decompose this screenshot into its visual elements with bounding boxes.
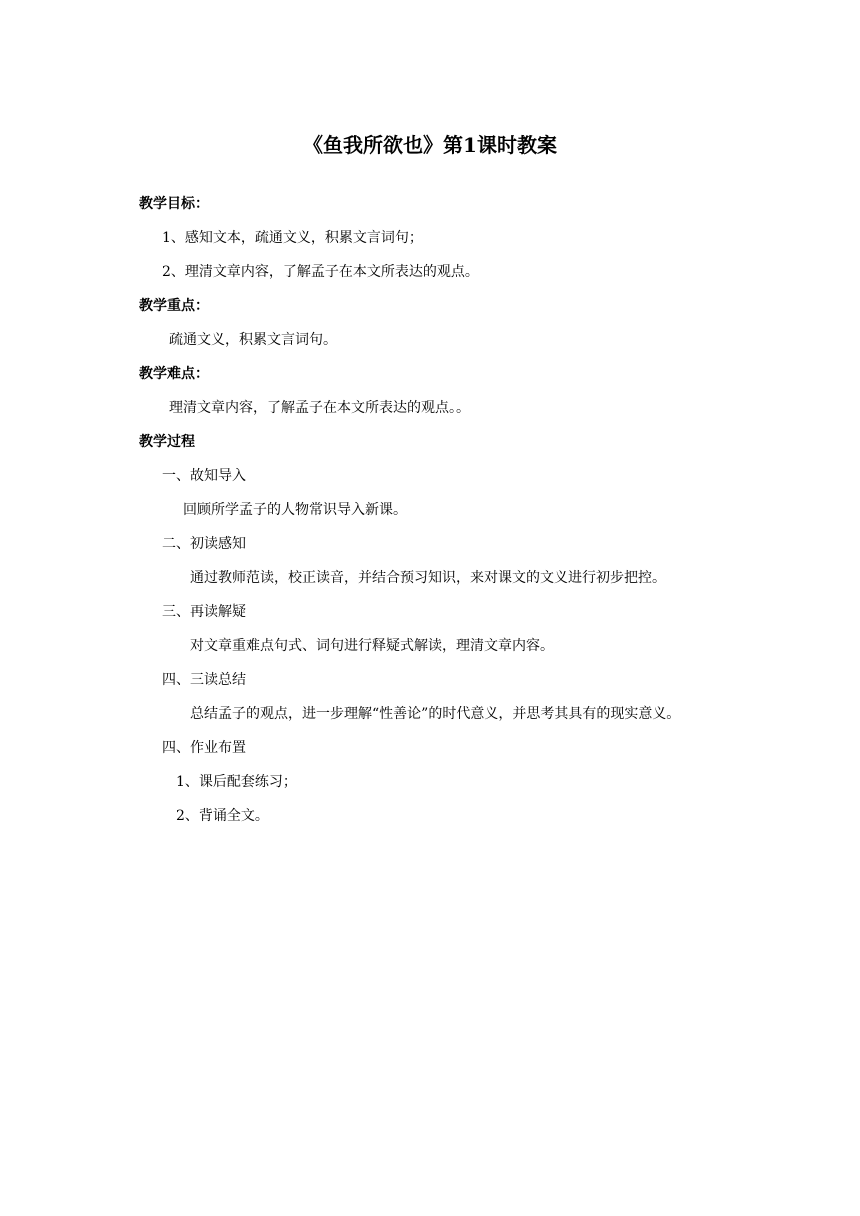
process-step-text: 回顾所学孟子的人物常识导入新课。 [183,502,407,518]
document-title: 《鱼我所欲也》第1课时教案 [303,133,557,157]
homework-label: 四、作业布置 [162,740,246,756]
homework-item-1: 1、课后配套练习； [176,774,297,790]
difficulties-heading: 教学难点： [139,366,209,382]
process-step-text: 总结孟子的观点，进一步理解“性善论”的时代意义，并思考其具有的现实意义。 [190,706,681,722]
process-step-text: 对文章重难点句式、词句进行释疑式解读，理清文章内容。 [190,638,554,654]
objective-item-2: 2、理清文章内容，了解孟子在本文所表达的观点。 [162,264,479,280]
process-step-label: 一、故知导入 [162,468,246,484]
objective-item-1: 1、感知文本，疏通文义，积累文言词句； [162,230,423,246]
objectives-heading: 教学目标： [139,196,209,212]
process-step-label: 二、初读感知 [162,536,246,552]
process-step-text: 通过教师范读，校正读音，并结合预习知识，来对课文的文义进行初步把控。 [190,570,666,586]
process-heading: 教学过程 [139,434,195,450]
difficulties-text: 理清文章内容，了解孟子在本文所表达的观点。。 [169,400,470,416]
key-points-text: 疏通文义，积累文言词句。 [169,332,337,348]
key-points-heading: 教学重点： [139,298,209,314]
process-step-label: 三、再读解疑 [162,604,246,620]
process-step-label: 四、三读总结 [162,672,246,688]
homework-item-2: 2、背诵全文。 [176,808,269,824]
